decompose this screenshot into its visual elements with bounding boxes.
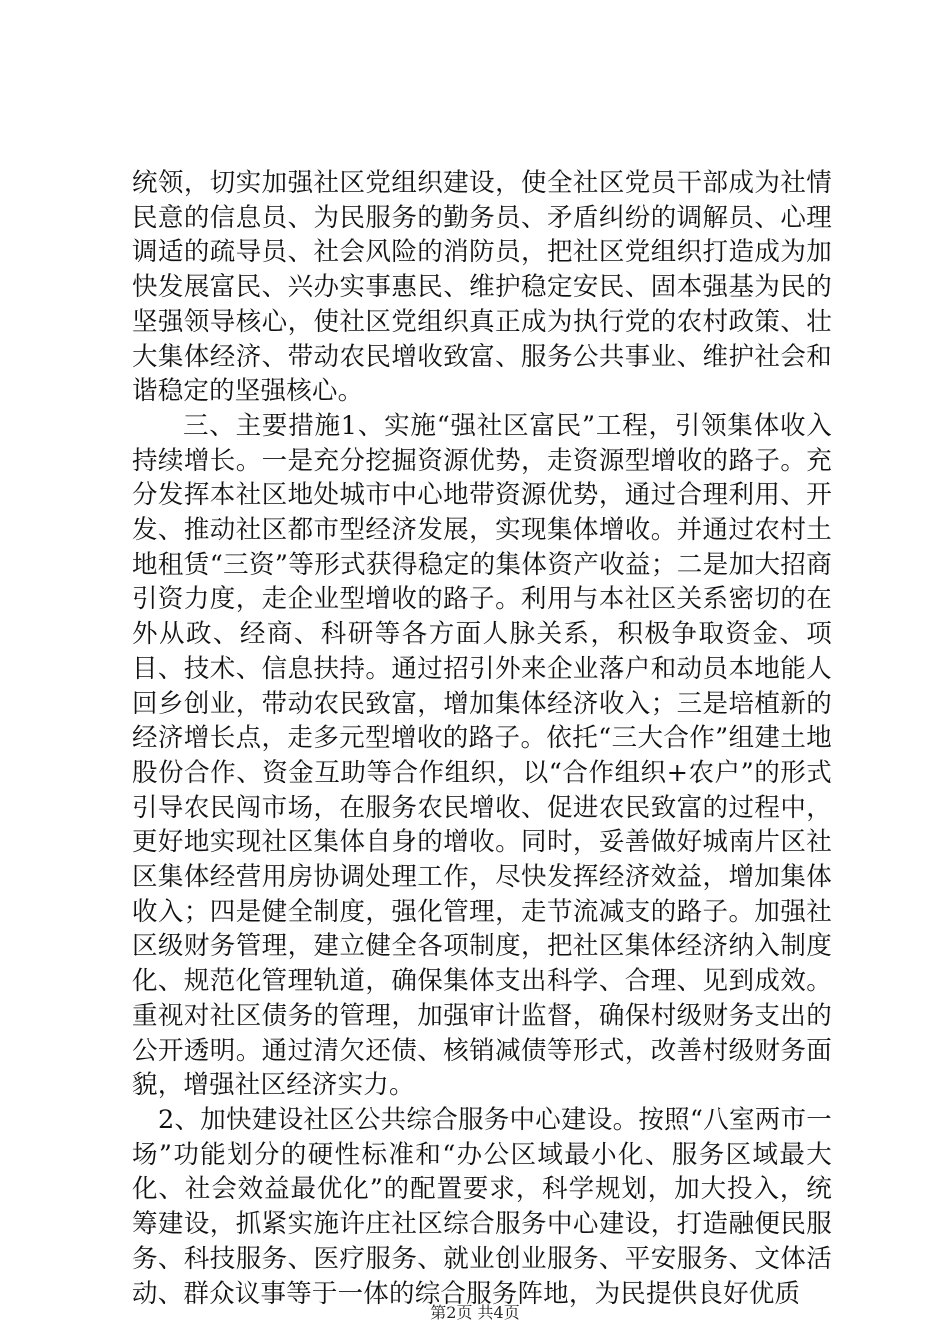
paragraph-leadership: 统领，切实加强社区党组织建设，使全社区党员干部成为社情民意的信息员、为民服务的勤务员、矛盾纠纷的调解员、心理调适的疏导员、社会风险的消防员，把社区党组织打造成为加快发展富民、兴办实事惠民、维护稳定安民、固本强基为民的坚强领导核心，使社区党组织真正成为执行党的农村政策、壮大集体经济、带动农民增收致富、服务公共事业、维护社会和谐稳定的坚强核心。 [132,168,832,407]
paragraph-main-measures: 三、主要措施1、实施“强社区富民”工程，引领集体收入持续增长。一是充分挖掘资源优势，走资源型增收的路子。充分发挥本社区地处城市中心地带资源优势，通过合理利用、开发、推动社区都市型经济发展，实现集体增收。并通过农村土地租赁“三资”等形式获得稳定的集体资产收益；二是加大招商引资力度，走企业型增收的路子。利用与本社区关系密切的在外从政、经商、科研等各方面人脉关系，积极争取资金、项目、技术、信息扶持。通过招引外来企业落户和动员本地能人回乡创业，带动农民致富，增加集体经济收入；三是培植新的经济增长点，走多元型增收的路子。依托“三大合作”组建土地股份合作、资金互助等合作组织，以“合作组织+农户”的形式引导农民闯市场，在服务农民增收、促进农民致富的过程中，更好地实现社区集体自身的增收。同时，妥善做好城南片区社区集体经营用房协调处理工作，尽快发挥经济效益，增加集体收入；四是健全制度，强化管理，走节流减支的路子。加强社区级财务管理，建立健全各项制度，把社区集体经济纳入制度化、规范化管理轨道，确保集体支出科学、合理、见到成效。重视对社区债务的管理，加强审计监督，确保村级财务支出的公开透明。通过清欠还债、核销减债等形式，改善村级财务面貌，增强社区经济实力。 [132,410,832,1101]
page-number-footer: 第2页 共4页 [430,1303,520,1322]
paragraph-service-center: 2、加快建设社区公共综合服务中心建设。按照“八室两市一场”功能划分的硬性标准和“办公区域最小化、服务区域最大化、社会效益最优化”的配置要求，科学规划，加大投入，统筹建设，抓紧实施许庄社区综合服务中心建设，打造融便民服务、科技服务、医疗服务、就业创业服务、平安服务、文体活动、群众议事等于一体的综合服务阵地，为民提供良好优质 [132,1104,832,1309]
document-body [132,166,832,1311]
